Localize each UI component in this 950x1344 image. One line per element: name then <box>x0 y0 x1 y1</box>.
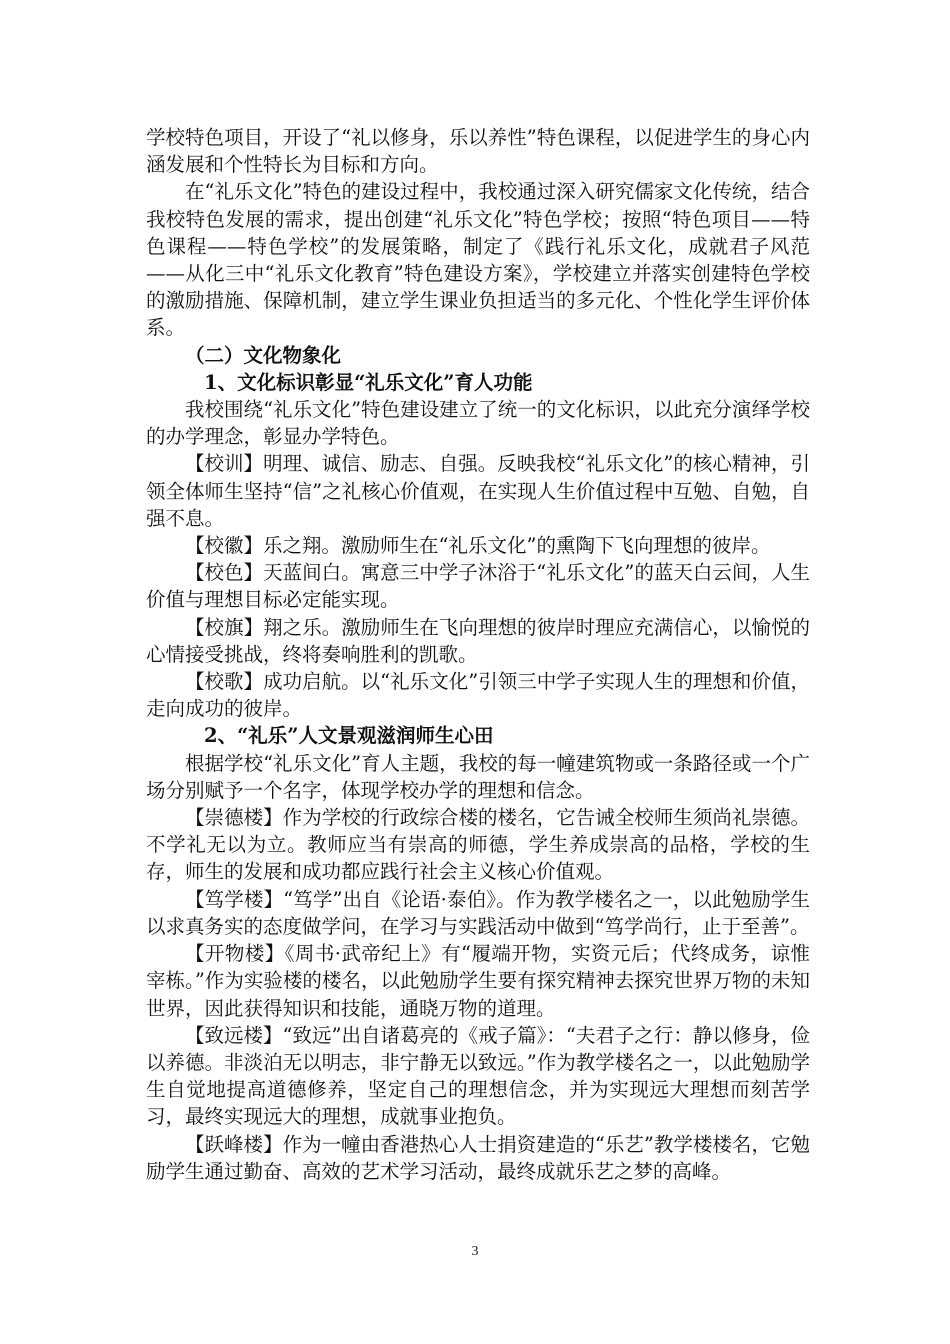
paragraph-chongde-building: 【崇德楼】作为学校的行政综合楼的楼名，它告诫全校师生须尚礼崇德。不学礼无以为立。教师应当有崇高的师德，学生养成崇高的品格，学校的生存，师生的发展和成功都应践行社会主义核心价值观。 <box>146 806 810 884</box>
document-body <box>146 124 810 1185</box>
paragraph-zhiyuan-building: 【致远楼】“致远”出自诸葛亮的《戒子篇》：“夫君子之行：静以修身，俭以养德。非淡泊无以明志，非宁静无以致远。”作为教学楼名之一，以此勉励学生自觉地提高道德修养，坚定自己的理想信念，并为实现远大理想而刻苦学习，最终实现远大的理想，成就事业抱负。 <box>146 1023 810 1129</box>
page-number: 3 <box>471 1244 479 1259</box>
paragraph: 根据学校“礼乐文化”育人主题，我校的每一幢建筑物或一条路径或一个广场分别赋予一个名字，体现学校办学的理想和信念。 <box>146 751 810 802</box>
paragraph-school-song: 【校歌】成功启航。以“礼乐文化”引领三中学子实现人生的理想和价值，走向成功的彼岸。 <box>146 670 810 721</box>
paragraph-school-emblem: 【校徽】乐之翔。激励师生在“礼乐文化”的熏陶下飞向理想的彼岸。 <box>185 534 771 558</box>
paragraph-school-color: 【校色】天蓝间白。寓意三中学子沐浴于“礼乐文化”的蓝天白云间，人生价值与理想目标必定能实现。 <box>146 561 810 612</box>
section-heading: （二）文化物象化 <box>185 343 342 367</box>
paragraph-school-flag: 【校旗】翔之乐。激励师生在飞向理想的彼岸时理应充满信心，以愉悦的心情接受挑战，终将奏响胜利的凯歌。 <box>146 615 810 666</box>
paragraph-kaiwu-building: 【开物楼】《周书·武帝纪上》有“履端开物，实资元后；代终成务，谅惟宰栋。”作为实验楼的楼名，以此勉励学生要有探究精神去探究世界万物的未知世界，因此获得知识和技能，通晓万物的道理。 <box>146 942 810 1020</box>
paragraph-yuefeng-building: 【跃峰楼】作为一幢由香港热心人士捐资建造的“乐艺”教学楼楼名，它勉励学生通过勤奋、高效的艺术学习活动，最终成就乐艺之梦的高峰。 <box>146 1132 810 1183</box>
subsection-heading: 1、文化标识彰显“礼乐文化”育人功能 <box>204 370 533 394</box>
paragraph: 在“礼乐文化”特色的建设过程中，我校通过深入研究儒家文化传统，结合我校特色发展的需求，提出创建“礼乐文化”特色学校；按照“特色项目——特色课程——特色学校”的发展策略，制定了《践行礼乐文化，成就君子风范——从化三中“礼乐文化教育”特色建设方案》，学校建立并落实创建特色学校的激励措施、保障机制，建立学生课业负担适当的多元化、个性化学生评价体系。 <box>146 180 810 340</box>
paragraph-school-motto: 【校训】明理、诚信、励志、自强。反映我校“礼乐文化”的核心精神，引领全体师生坚持“信”之礼核心价值观，在实现人生价值过程中互勉、自勉，自强不息。 <box>146 452 810 530</box>
paragraph-duxue-building: 【笃学楼】“笃学”出自《论语·泰伯》。作为教学楼名之一，以此勉励学生以求真务实的态度做学问，在学习与实践活动中做到“笃学尚行，止于至善”。 <box>146 887 810 938</box>
subsection-heading: 2、“礼乐”人文景观滋润师生心田 <box>204 724 494 748</box>
paragraph: 学校特色项目，开设了“礼以修身，乐以养性”特色课程，以促进学生的身心内涵发展和个性特长为目标和方向。 <box>146 126 810 177</box>
paragraph: 我校围绕“礼乐文化”特色建设建立了统一的文化标识，以此充分演绎学校的办学理念，彰显办学特色。 <box>146 398 810 449</box>
